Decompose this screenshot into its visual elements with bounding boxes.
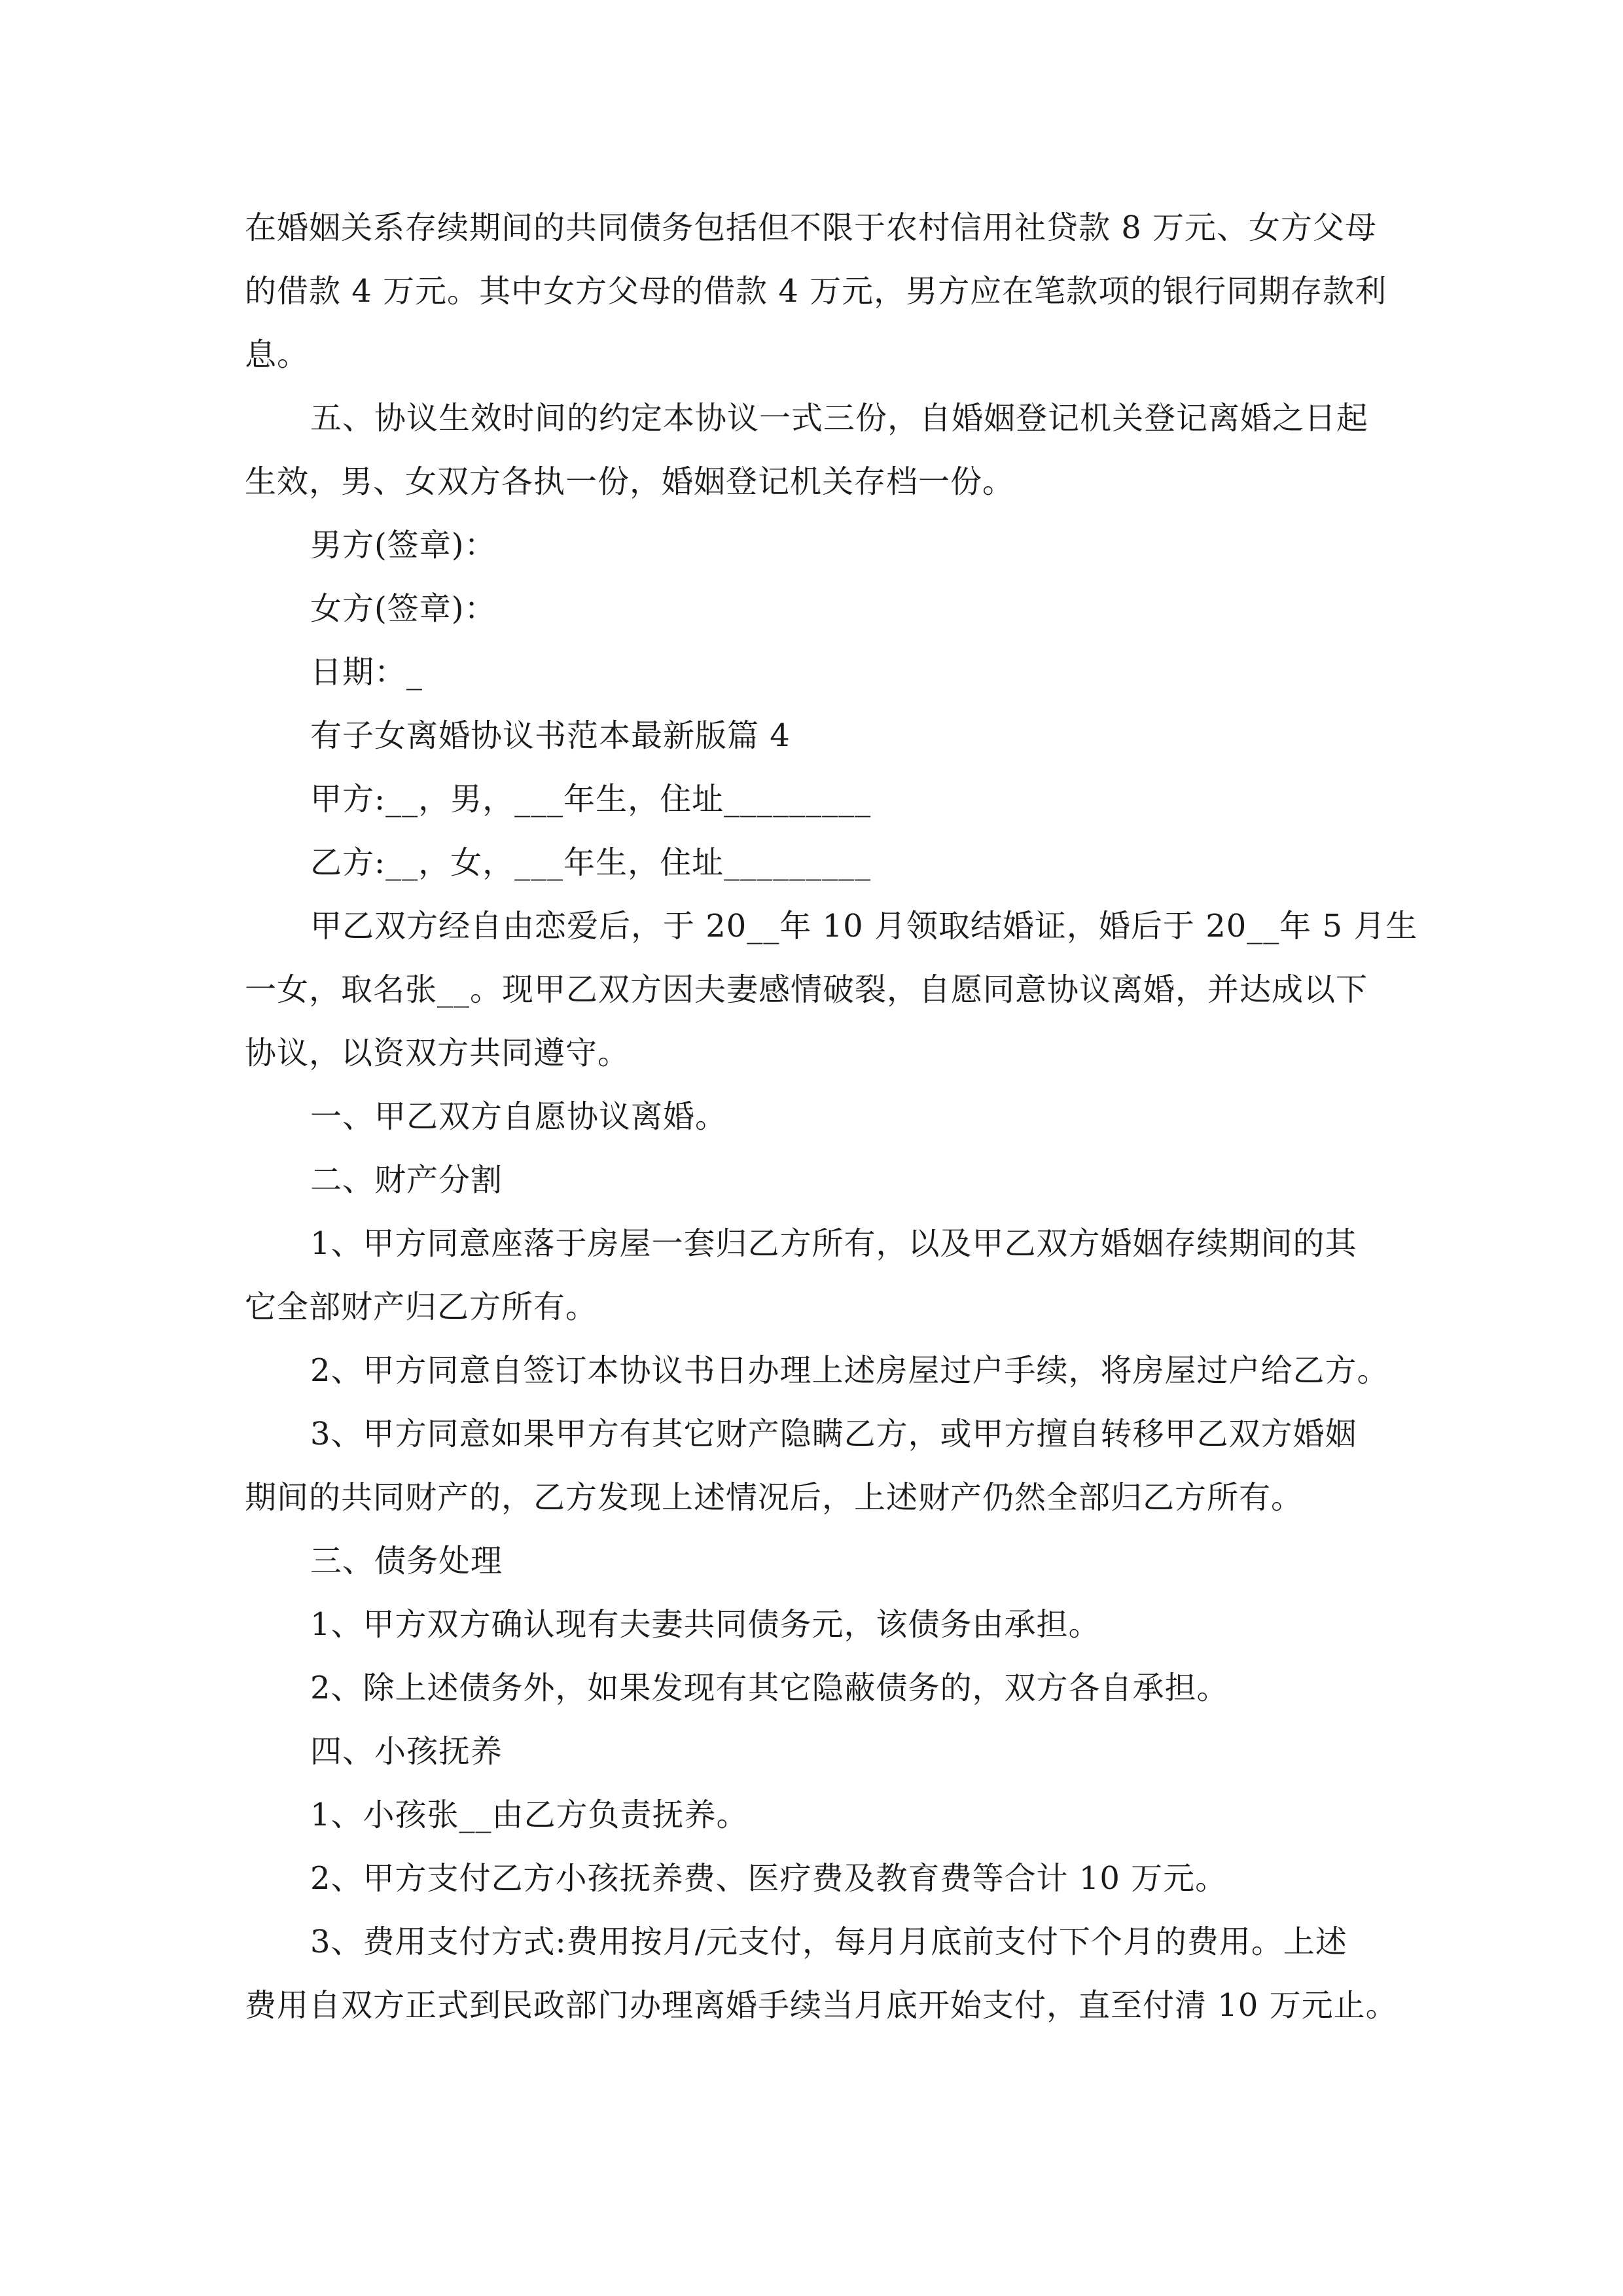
text-line: 一女，取名张__。现甲乙双方因夫妻感情破裂，自愿同意协议离婚，并达成以下 [245,971,1368,1008]
clause-heading: 四、小孩抚养 [310,1733,503,1770]
text-line: 1、甲方双方确认现有夫妻共同债务元，该债务由承担。 [310,1606,1101,1643]
text-line: 3、甲方同意如果甲方有其它财产隐瞒乙方，或甲方擅自转移甲乙双方婚姻 [310,1416,1357,1452]
text-line: 1、小孩张__由乙方负责抚养。 [310,1797,749,1833]
text-line: 的借款 4 万元。其中女方父母的借款 4 万元，男方应在笔款项的银行同期存款利 [245,273,1387,310]
text-line: 五、协议生效时间的约定本协议一式三份，自婚姻登记机关登记离婚之日起 [310,400,1369,437]
text-line: 甲乙双方经自由恋爱后，于 20__年 10 月领取结婚证，婚后于 20__年 5 月生 [310,908,1418,944]
party-b-line: 乙方:__，女，___年生，住址_________ [310,844,872,881]
clause-heading: 二、财产分割 [310,1162,503,1198]
text-line: 2、甲方同意自签订本协议书日办理上述房屋过户手续，将房屋过户给乙方。 [310,1352,1389,1389]
text-line: 生效，男、女双方各执一份，婚姻登记机关存档一份。 [245,463,1015,500]
party-a-line: 甲方:__，男，___年生，住址_________ [310,781,872,817]
document-body [245,196,1418,2037]
text-line: 3、费用支付方式:费用按月/元支付，每月月底前支付下个月的费用。上述 [310,1924,1347,1960]
signature-line-male: 男方(签章)： [310,527,497,564]
section-title: 有子女离婚协议书范本最新版篇 4 [310,717,791,754]
text-line: 期间的共同财产的，乙方发现上述情况后，上述财产仍然全部归乙方所有。 [245,1479,1304,1516]
text-line: 协议，以资双方共同遵守。 [245,1035,630,1071]
clause-heading: 三、债务处理 [310,1543,503,1579]
text-line: 1、甲方同意座落于房屋一套归乙方所有，以及甲乙双方婚姻存续期间的其 [310,1225,1357,1262]
text-line: 息。 [245,336,310,373]
date-line: 日期：_ [310,654,423,691]
text-line: 费用自双方正式到民政部门办理离婚手续当月底开始支付，直至付清 10 万元止。 [245,1987,1398,2024]
text-line: 它全部财产归乙方所有。 [245,1289,598,1325]
clause-heading: 一、甲乙双方自愿协议离婚。 [310,1098,728,1135]
text-line: 2、除上述债务外，如果发现有其它隐蔽债务的，双方各自承担。 [310,1670,1229,1706]
text-line: 在婚姻关系存续期间的共同债务包括但不限于农村信用社贷款 8 万元、女方父母 [245,209,1378,246]
text-line: 2、甲方支付乙方小孩抚养费、医疗费及教育费等合计 10 万元。 [310,1860,1228,1897]
signature-line-female: 女方(签章)： [310,590,497,627]
